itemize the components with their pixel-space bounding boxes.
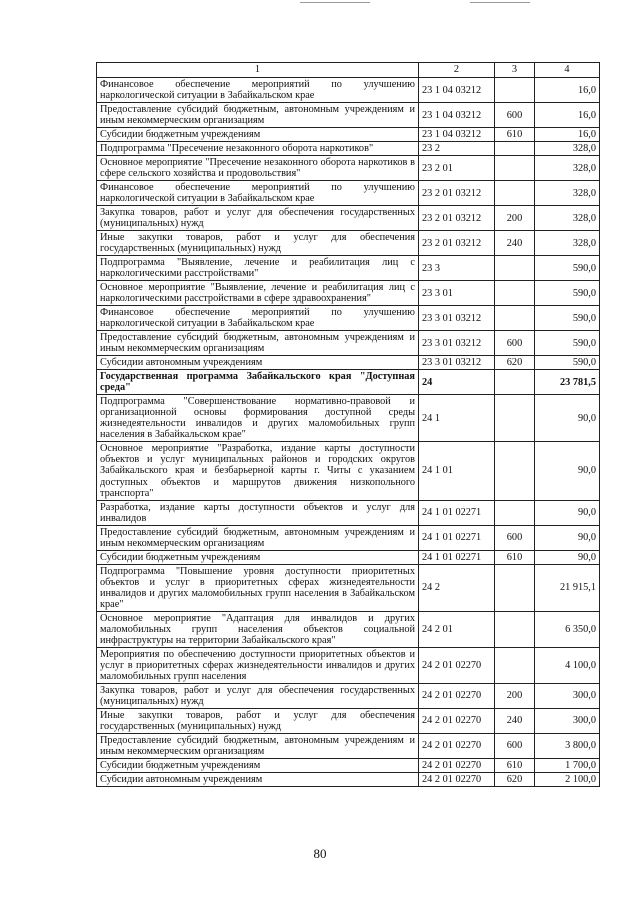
- row-name: Финансовое обеспечение мероприятий по улучшению наркологической ситуации в Забайкальском крае: [97, 306, 419, 331]
- table-row: [97, 78, 600, 103]
- row-code: 24 2 01 02270: [419, 708, 495, 733]
- row-amount: 300,0: [535, 708, 600, 733]
- row-expense-type: [495, 78, 535, 103]
- row-amount: 328,0: [535, 206, 600, 231]
- row-code: 24 2 01 02270: [419, 683, 495, 708]
- table-row: [97, 647, 600, 683]
- row-code: 23 3 01 03212: [419, 306, 495, 331]
- table-row: [97, 708, 600, 733]
- row-expense-type: 600: [495, 103, 535, 128]
- table-row: [97, 256, 600, 281]
- row-amount: 328,0: [535, 156, 600, 181]
- table-row: [97, 128, 600, 142]
- table-row: [97, 156, 600, 181]
- row-amount: 90,0: [535, 550, 600, 564]
- row-code: 24 1: [419, 395, 495, 442]
- row-amount: 21 915,1: [535, 564, 600, 611]
- row-amount: 16,0: [535, 103, 600, 128]
- row-expense-type: 600: [495, 525, 535, 550]
- row-code: 23 1 04 03212: [419, 78, 495, 103]
- row-amount: 4 100,0: [535, 647, 600, 683]
- row-code: 23 3 01: [419, 281, 495, 306]
- row-amount: 590,0: [535, 281, 600, 306]
- row-code: 24 1 01 02271: [419, 550, 495, 564]
- row-code: 24: [419, 370, 495, 395]
- row-name: Государственная программа Забайкальского края "Доступная среда": [97, 370, 419, 395]
- row-expense-type: [495, 442, 535, 500]
- table-header: [97, 63, 600, 78]
- row-code: 23 3 01 03212: [419, 331, 495, 356]
- table-row: [97, 442, 600, 500]
- row-expense-type: [495, 142, 535, 156]
- row-name: Подпрограмма "Выявление, лечение и реабилитация лиц с наркологическими расстройствами": [97, 256, 419, 281]
- row-expense-type: [495, 564, 535, 611]
- row-name: Основное мероприятие "Пресечение незаконного оборота наркотиков в сфере сельского хозяйства и продовольствия": [97, 156, 419, 181]
- row-amount: 328,0: [535, 231, 600, 256]
- row-name: Финансовое обеспечение мероприятий по улучшению наркологической ситуации в Забайкальском крае: [97, 181, 419, 206]
- row-amount: 2 100,0: [535, 772, 600, 786]
- row-amount: 328,0: [535, 181, 600, 206]
- row-amount: 23 781,5: [535, 370, 600, 395]
- row-code: 23 2 01 03212: [419, 231, 495, 256]
- row-name: Субсидии бюджетным учреждениям: [97, 128, 419, 142]
- scan-artifact: [300, 2, 370, 3]
- row-amount: 590,0: [535, 356, 600, 370]
- table-row: [97, 331, 600, 356]
- row-name: Предоставление субсидий бюджетным, автономным учреждениям и иным некоммерческим организациям: [97, 733, 419, 758]
- row-expense-type: 610: [495, 128, 535, 142]
- table-row: [97, 281, 600, 306]
- row-amount: 3 800,0: [535, 733, 600, 758]
- row-name: Разработка, издание карты доступности объектов и услуг для инвалидов: [97, 500, 419, 525]
- row-name: Финансовое обеспечение мероприятий по улучшению наркологической ситуации в Забайкальском крае: [97, 78, 419, 103]
- row-amount: 90,0: [535, 395, 600, 442]
- table-row: [97, 611, 600, 647]
- row-expense-type: [495, 281, 535, 306]
- row-amount: 300,0: [535, 683, 600, 708]
- header-col-2: 2: [419, 63, 495, 78]
- row-code: 24 2 01 02270: [419, 647, 495, 683]
- row-amount: 590,0: [535, 256, 600, 281]
- table-row: [97, 306, 600, 331]
- row-code: 23 2 01: [419, 156, 495, 181]
- row-code: 23 2 01 03212: [419, 206, 495, 231]
- row-name: Подпрограмма "Повышение уровня доступности приоритетных объектов и услуг в приоритетных сферах жизнедеятельности инвалидов и других маломобильных групп населения в Забайкальском крае": [97, 564, 419, 611]
- table-row: [97, 181, 600, 206]
- row-amount: 90,0: [535, 442, 600, 500]
- row-amount: 328,0: [535, 142, 600, 156]
- header-col-3: 3: [495, 63, 535, 78]
- row-code: 24 2 01 02270: [419, 772, 495, 786]
- table-row: [97, 500, 600, 525]
- row-amount: 6 350,0: [535, 611, 600, 647]
- row-name: Закупка товаров, работ и услуг для обеспечения государственных (муниципальных) нужд: [97, 683, 419, 708]
- row-name: Предоставление субсидий бюджетным, автономным учреждениям и иным некоммерческим организациям: [97, 103, 419, 128]
- row-name: Иные закупки товаров, работ и услуг для обеспечения государственных (муниципальных) нужд: [97, 708, 419, 733]
- row-name: Предоставление субсидий бюджетным, автономным учреждениям и иным некоммерческим организациям: [97, 331, 419, 356]
- row-name: Подпрограмма "Совершенствование нормативно-правовой и организационной основы формирования доступной среды жизнедеятельности инвалидов и других маломобильных групп населения в Забайкальском крае": [97, 395, 419, 442]
- row-name: Субсидии автономным учреждениям: [97, 772, 419, 786]
- row-code: 23 3: [419, 256, 495, 281]
- row-expense-type: [495, 611, 535, 647]
- row-expense-type: [495, 181, 535, 206]
- scan-artifact: [470, 2, 530, 3]
- page-number: 80: [313, 846, 327, 861]
- row-name: Мероприятия по обеспечению доступности приоритетных объектов и услуг в приоритетных сферах жизнедеятельности инвалидов и других маломобильных групп населения: [97, 647, 419, 683]
- row-expense-type: 620: [495, 356, 535, 370]
- row-amount: 90,0: [535, 500, 600, 525]
- table-row: [97, 772, 600, 786]
- table-row: [97, 231, 600, 256]
- table-row: [97, 525, 600, 550]
- header-col-4: 4: [535, 63, 600, 78]
- row-name: Субсидии бюджетным учреждениям: [97, 758, 419, 772]
- table-row: [97, 683, 600, 708]
- row-name: Основное мероприятие "Адаптация для инвалидов и других маломобильных групп населения объектов социальной инфраструктуры на территории Забайкальского края": [97, 611, 419, 647]
- row-name: Иные закупки товаров, работ и услуг для обеспечения государственных (муниципальных) нужд: [97, 231, 419, 256]
- table-row: [97, 356, 600, 370]
- row-amount: 590,0: [535, 331, 600, 356]
- row-amount: 16,0: [535, 78, 600, 103]
- row-code: 24 1 01: [419, 442, 495, 500]
- row-amount: 90,0: [535, 525, 600, 550]
- row-expense-type: 240: [495, 708, 535, 733]
- row-expense-type: 620: [495, 772, 535, 786]
- row-expense-type: [495, 647, 535, 683]
- row-expense-type: 200: [495, 206, 535, 231]
- row-expense-type: 600: [495, 733, 535, 758]
- row-expense-type: 610: [495, 550, 535, 564]
- row-name: Закупка товаров, работ и услуг для обеспечения государственных (муниципальных) нужд: [97, 206, 419, 231]
- row-amount: 1 700,0: [535, 758, 600, 772]
- row-code: 24 2: [419, 564, 495, 611]
- row-code: 24 1 01 02271: [419, 525, 495, 550]
- row-name: Субсидии автономным учреждениям: [97, 356, 419, 370]
- header-col-1: 1: [97, 63, 419, 78]
- row-code: 23 3 01 03212: [419, 356, 495, 370]
- table-row: [97, 550, 600, 564]
- row-expense-type: 610: [495, 758, 535, 772]
- row-amount: 16,0: [535, 128, 600, 142]
- budget-table: [96, 62, 600, 787]
- table-row: [97, 142, 600, 156]
- row-code: 23 1 04 03212: [419, 128, 495, 142]
- row-code: 24 2 01 02270: [419, 733, 495, 758]
- table-row: [97, 370, 600, 395]
- table-row: [97, 758, 600, 772]
- row-name: Субсидии бюджетным учреждениям: [97, 550, 419, 564]
- row-expense-type: 600: [495, 331, 535, 356]
- row-name: Подпрограмма "Пресечение незаконного оборота наркотиков": [97, 142, 419, 156]
- table-body: [97, 78, 600, 787]
- table-row: [97, 395, 600, 442]
- row-expense-type: [495, 156, 535, 181]
- row-expense-type: 200: [495, 683, 535, 708]
- table-row: [97, 206, 600, 231]
- row-name: Предоставление субсидий бюджетным, автономным учреждениям и иным некоммерческим организациям: [97, 525, 419, 550]
- row-expense-type: [495, 500, 535, 525]
- row-code: 23 2 01 03212: [419, 181, 495, 206]
- row-expense-type: [495, 370, 535, 395]
- table-row: [97, 733, 600, 758]
- row-expense-type: [495, 256, 535, 281]
- table-row: [97, 103, 600, 128]
- row-code: 24 1 01 02271: [419, 500, 495, 525]
- table-row: [97, 564, 600, 611]
- row-name: Основное мероприятие "Выявление, лечение и реабилитация лиц с наркологическими расстройствами в сфере здравоохранения": [97, 281, 419, 306]
- row-expense-type: [495, 306, 535, 331]
- row-code: 23 2: [419, 142, 495, 156]
- row-code: 24 2 01 02270: [419, 758, 495, 772]
- row-code: 24 2 01: [419, 611, 495, 647]
- row-expense-type: [495, 395, 535, 442]
- row-expense-type: 240: [495, 231, 535, 256]
- row-name: Основное мероприятие "Разработка, издание карты доступности объектов и услуг муниципальных районов и городских округов Забайкальского края и безбарьерной карты г. Читы с указанием доступных объектов и маршрутов движения низкопольного транспорта": [97, 442, 419, 500]
- row-code: 23 1 04 03212: [419, 103, 495, 128]
- row-amount: 590,0: [535, 306, 600, 331]
